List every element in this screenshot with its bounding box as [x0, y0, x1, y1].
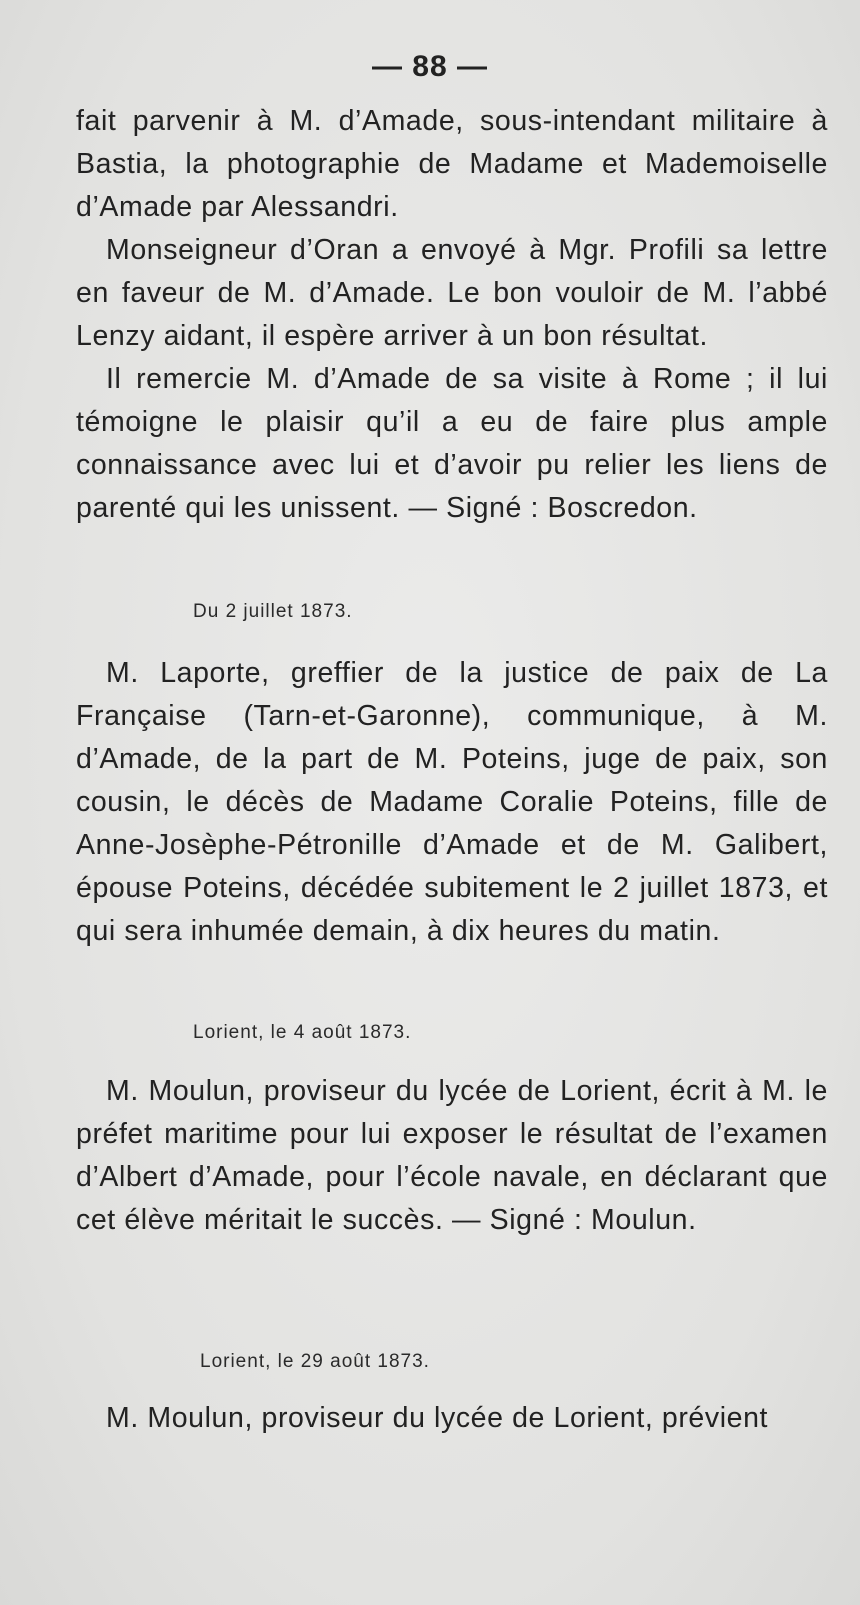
paragraph: M. Moulun, proviseur du lycée de Lorient, écrit à M. le préfet maritime pour lui exposer le résultat de l’examen d’Albert d’Amade, pour l’école navale, en déclarant que cet élève méritait le succès. — Signé : Moulun.: [76, 1075, 828, 1236]
paragraph: M. Laporte, greffier de la justice de paix de La Française (Tarn-et-Garonne), communique, à M. d’Amade, de la part de M. Poteins, juge de paix, son cousin, le décès de Madame Coralie Poteins, fille de Anne-Josèphe-Pétronille d’Amade et de M. Galibert, épouse Poteins, décédée subitement le 2 juillet 1873, et qui sera inhumée demain, à dix heures du matin.: [76, 657, 828, 947]
paragraph: Monseigneur d’Oran a envoyé à Mgr. Profili sa lettre en faveur de M. d’Amade. Le bon vouloir de M. l’abbé Lenzy aidant, il espère arriver à un bon résultat.: [76, 234, 828, 352]
dateline: Du 2 juillet 1873.: [193, 601, 353, 622]
paragraph: fait parvenir à M. d’Amade, sous-intendant militaire à Bastia, la photographie de Madame et Mademoiselle d’Amade par Alessandri.: [76, 105, 828, 223]
paragraph: M. Moulun, proviseur du lycée de Lorient, prévient: [106, 1402, 769, 1434]
text-block-laporte: [76, 652, 828, 953]
text-block-moulun-2: [76, 1397, 828, 1440]
text-block-moulun: [76, 1070, 828, 1242]
dateline: Lorient, le 29 août 1873.: [200, 1351, 430, 1372]
text-block-boscredon: [76, 100, 828, 530]
dateline: Lorient, le 4 août 1873.: [193, 1022, 412, 1043]
paragraph: Il remercie M. d’Amade de sa visite à Rome ; il lui témoigne le plaisir qu’il a eu de faire plus ample connaissance avec lui et d’avoir pu relier les liens de parenté qui les unissent. — Signé : Boscredon.: [76, 363, 828, 524]
page-number: — 88 —: [371, 50, 489, 83]
